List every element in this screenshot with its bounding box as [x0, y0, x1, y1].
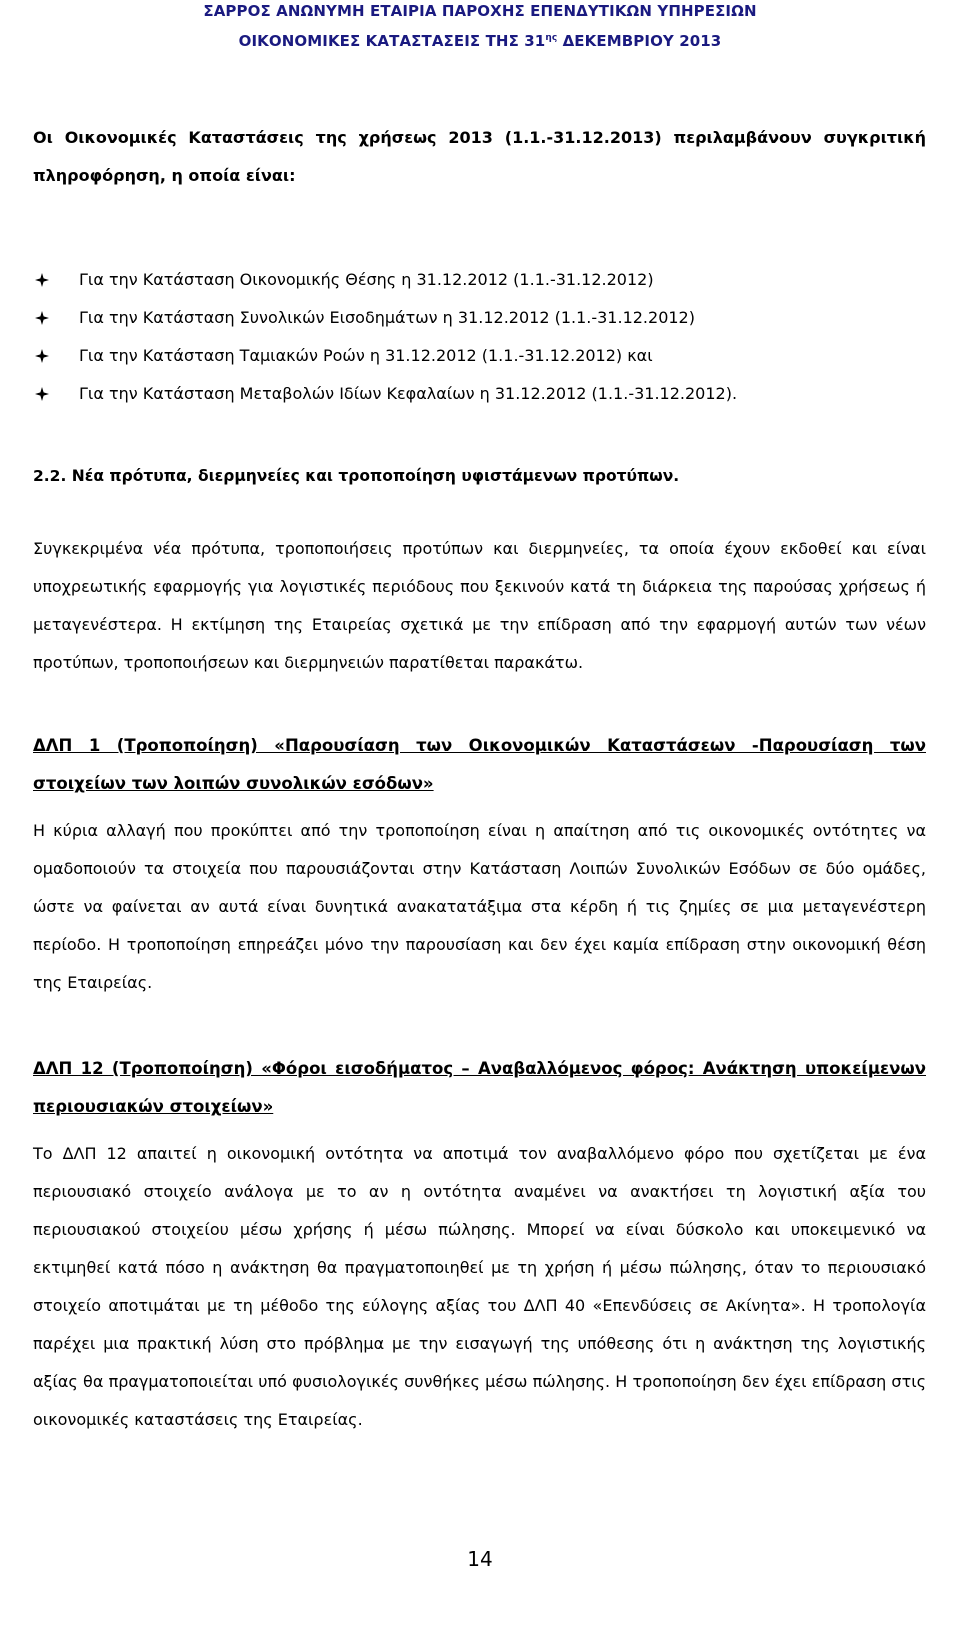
header-statement-title: [0, 32, 960, 50]
list-item-text: Για την Κατάσταση Οικονομικής Θέσης η 31.12.2012 (1.1.-31.12.2012): [79, 270, 654, 289]
list-item-text: Για την Κατάσταση Μεταβολών Ιδίων Κεφαλαίων η 31.12.2012 (1.1.-31.12.2012).: [79, 384, 738, 403]
section-title: 2.2. Νέα πρότυπα, διερμηνείες και τροποποίηση υφιστάμενων προτύπων.: [33, 467, 680, 485]
list-item: [33, 261, 926, 299]
list-item: [33, 299, 926, 337]
diamond-bullet-icon: [35, 387, 49, 401]
list-item-text: Για την Κατάσταση Συνολικών Εισοδημάτων η 31.12.2012 (1.1.-31.12.2012): [79, 308, 695, 327]
ias1-body: Η κύρια αλλαγή που προκύπτει από την τροποποίηση είναι η απαίτηση από τις οικονομικές οντότητες να ομαδοποιούν τα στοιχεία που παρουσιάζονται στην Κατάσταση Λοιπών Συνολικών Εσόδων σε δύο ομάδες, ώστε να φαίνεται αν αυτά είναι δυνητικά ανακατατάξιμα στα κέρδη ή τις ζημίες σε μια μεταγενέστερη περίοδο. Η τροποποίηση επηρεάζει μόνο την παρουσίαση και δεν έχει καμία επίδραση στην οικονομική θέση της Εταιρείας.: [33, 821, 926, 992]
ias12-heading-text: ΔΛΠ 12 (Τροποποίηση) «Φόροι εισοδήματος – Αναβαλλόμενος φόρος: Ανάκτηση υποκείμενων περιουσιακών στοιχείων»: [33, 1059, 926, 1116]
page-number: 14: [467, 1547, 493, 1571]
diamond-bullet-icon: [35, 349, 49, 363]
section-paragraph: Συγκεκριμένα νέα πρότυπα, τροποποιήσεις προτύπων και διερμηνείες, τα οποία έχουν εκδοθεί και είναι υποχρεωτικής εφαρμογής για λογιστικές περιόδους που ξεκινούν κατά τη διάρκεια της παρούσας χρήσεως ή μεταγενέστερα. Η εκτίμηση της Εταιρείας σχετικά με την επίδραση από την εφαρμογή αυτών των νέων προτύπων, τροποποιήσεων και διερμηνειών παρατίθεται παρακάτω.: [33, 539, 926, 672]
list-item: [33, 375, 926, 413]
ias12-heading: [33, 1050, 926, 1126]
intro-paragraph: Οι Οικονομικές Καταστάσεις της χρήσεως 2013 (1.1.-31.12.2013) περιλαμβάνουν συγκριτική πληροφόρηση, η οποία είναι:: [33, 128, 926, 185]
header-title-prefix: ΟΙΚΟΝΟΜΙΚΕΣ ΚΑΤΑΣΤΑΣΕΙΣ ΤΗΣ 31: [238, 32, 546, 50]
header-company-name: ΣΑΡΡΟΣ ΑΝΩΝΥΜΗ ΕΤΑΙΡΙΑ ΠΑΡΟΧΗΣ ΕΠΕΝΔΥΤΙΚΩΝ ΥΠΗΡΕΣΙΩΝ: [203, 2, 757, 20]
ias1-heading-text: ΔΛΠ 1 (Τροποποίηση) «Παρουσίαση των Οικονομικών Καταστάσεων -Παρουσίαση των στοιχείων των λοιπών συνολικών εσόδων»: [33, 736, 926, 793]
list-item: [33, 337, 926, 375]
list-item-text: Για την Κατάσταση Ταμιακών Ροών η 31.12.2012 (1.1.-31.12.2012) και: [79, 346, 653, 365]
comparative-info-list: [33, 261, 926, 413]
diamond-bullet-icon: [35, 273, 49, 287]
ias12-body: Το ΔΛΠ 12 απαιτεί η οικονομική οντότητα να αποτιμά τον αναβαλλόμενο φόρο που σχετίζεται με ένα περιουσιακό στοιχείο ανάλογα με το αν η οντότητα αναμένει να ανακτήσει τη λογιστική αξία του περιουσιακού στοιχείου μέσω χρήσης ή μέσω πώλησης. Μπορεί να είναι δύσκολο και υποκειμενικό να εκτιμηθεί κατά πόσο η ανάκτηση θα πραγματοποιηθεί με τη χρήση ή μέσω πώλησης, όταν το περιουσιακό στοιχείο αποτιμάται με τη μέθοδο της εύλογης αξίας του ΔΛΠ 40 «Επενδύσεις σε Ακίνητα». Η τροπολογία παρέχει μια πρακτική λύση στο πρόβλημα με την εισαγωγή της υπόθεσης ότι η ανάκτηση της λογιστικής αξίας θα πραγματοποιείται υπό φυσιολογικές συνθήκες μέσω πώλησης. Η τροποποίηση δεν έχει επίδραση στις οικονομικές καταστάσεις της Εταιρείας.: [33, 1144, 926, 1429]
diamond-bullet-icon: [35, 311, 49, 325]
header-title-superscript: ης: [545, 33, 558, 43]
ias1-heading: [33, 727, 926, 803]
header-title-suffix: ΔΕΚΕΜΒΡΙΟΥ 2013: [557, 32, 722, 50]
